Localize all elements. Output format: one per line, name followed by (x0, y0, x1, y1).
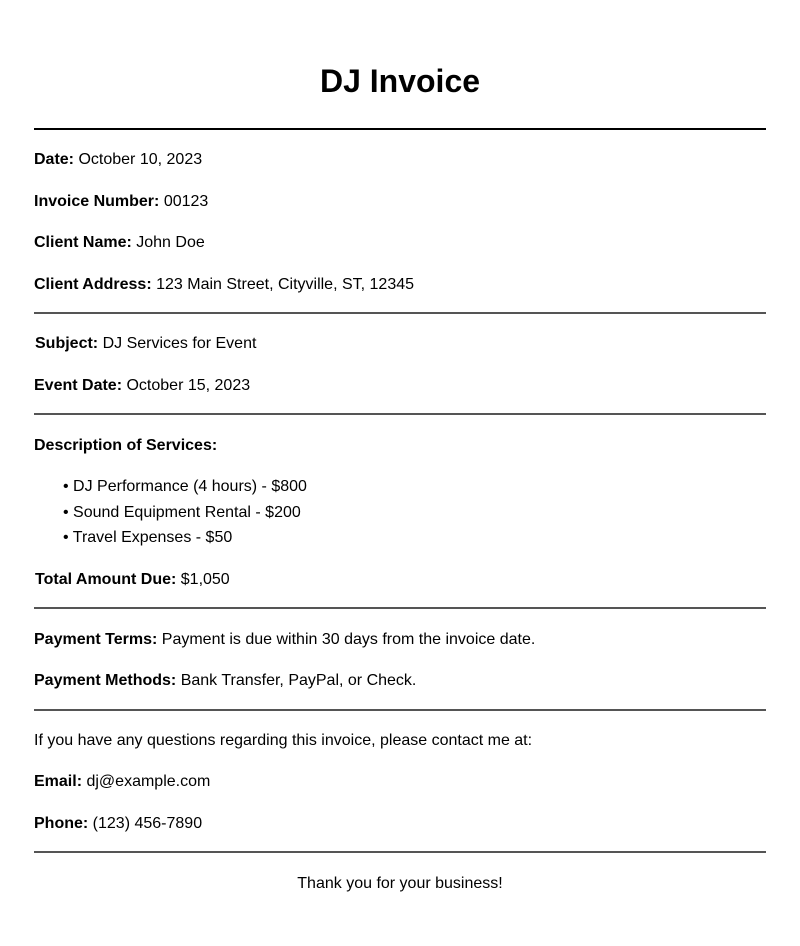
payment-methods-row (34, 671, 416, 691)
date-label: Date: (34, 151, 75, 168)
event-date-label: Event Date: (34, 377, 123, 394)
thank-you-message: Thank you for your business! (297, 875, 503, 892)
invoice-number-value: 00123 (163, 193, 209, 210)
client-name-label: Client Name: (34, 234, 132, 251)
phone-row (34, 814, 202, 834)
client-name-row (34, 233, 205, 253)
email-row (34, 772, 210, 792)
event-date-value: October 15, 2023 (126, 377, 251, 394)
payment-terms-row (34, 630, 535, 650)
subject-value: DJ Services for Event (102, 335, 257, 352)
divider (34, 607, 766, 609)
service-item: • DJ Performance (4 hours) - $800 (63, 478, 307, 495)
divider (34, 851, 766, 853)
client-name-value: John Doe (136, 234, 205, 251)
payment-methods-value: Bank Transfer, PayPal, or Check. (180, 672, 417, 689)
divider (34, 312, 766, 314)
email-label: Email: (34, 773, 83, 790)
total-label: Total Amount Due: (35, 571, 177, 588)
date-value: October 10, 2023 (78, 151, 203, 168)
invoice-number-label: Invoice Number: (34, 193, 160, 210)
contact-intro: If you have any questions regarding this invoice, please contact me at: (34, 732, 533, 749)
payment-methods-label: Payment Methods: (34, 672, 177, 689)
total-value: $1,050 (180, 571, 230, 588)
service-item: • Sound Equipment Rental - $200 (63, 504, 301, 521)
client-address-value: 123 Main Street, Cityville, ST, 12345 (156, 276, 415, 293)
event-date-row (34, 376, 250, 396)
email-value[interactable]: dj@example.com (86, 773, 211, 790)
divider (34, 128, 766, 130)
divider (34, 413, 766, 415)
invoice-title: DJ Invoice (319, 63, 481, 99)
divider (34, 709, 766, 711)
subject-row (35, 334, 256, 354)
services-heading: Description of Services: (34, 437, 218, 454)
subject-label: Subject: (35, 335, 99, 352)
payment-terms-label: Payment Terms: (34, 631, 158, 648)
service-item: • Travel Expenses - $50 (63, 529, 233, 546)
services-heading-row (34, 436, 217, 456)
phone-value: (123) 456-7890 (92, 815, 203, 832)
total-row (35, 570, 230, 590)
client-address-row (34, 275, 414, 295)
invoice-number-row (34, 192, 208, 212)
date-row (34, 150, 202, 170)
client-address-label: Client Address: (34, 276, 152, 293)
payment-terms-value: Payment is due within 30 days from the invoice date. (161, 631, 536, 648)
phone-label: Phone: (34, 815, 89, 832)
